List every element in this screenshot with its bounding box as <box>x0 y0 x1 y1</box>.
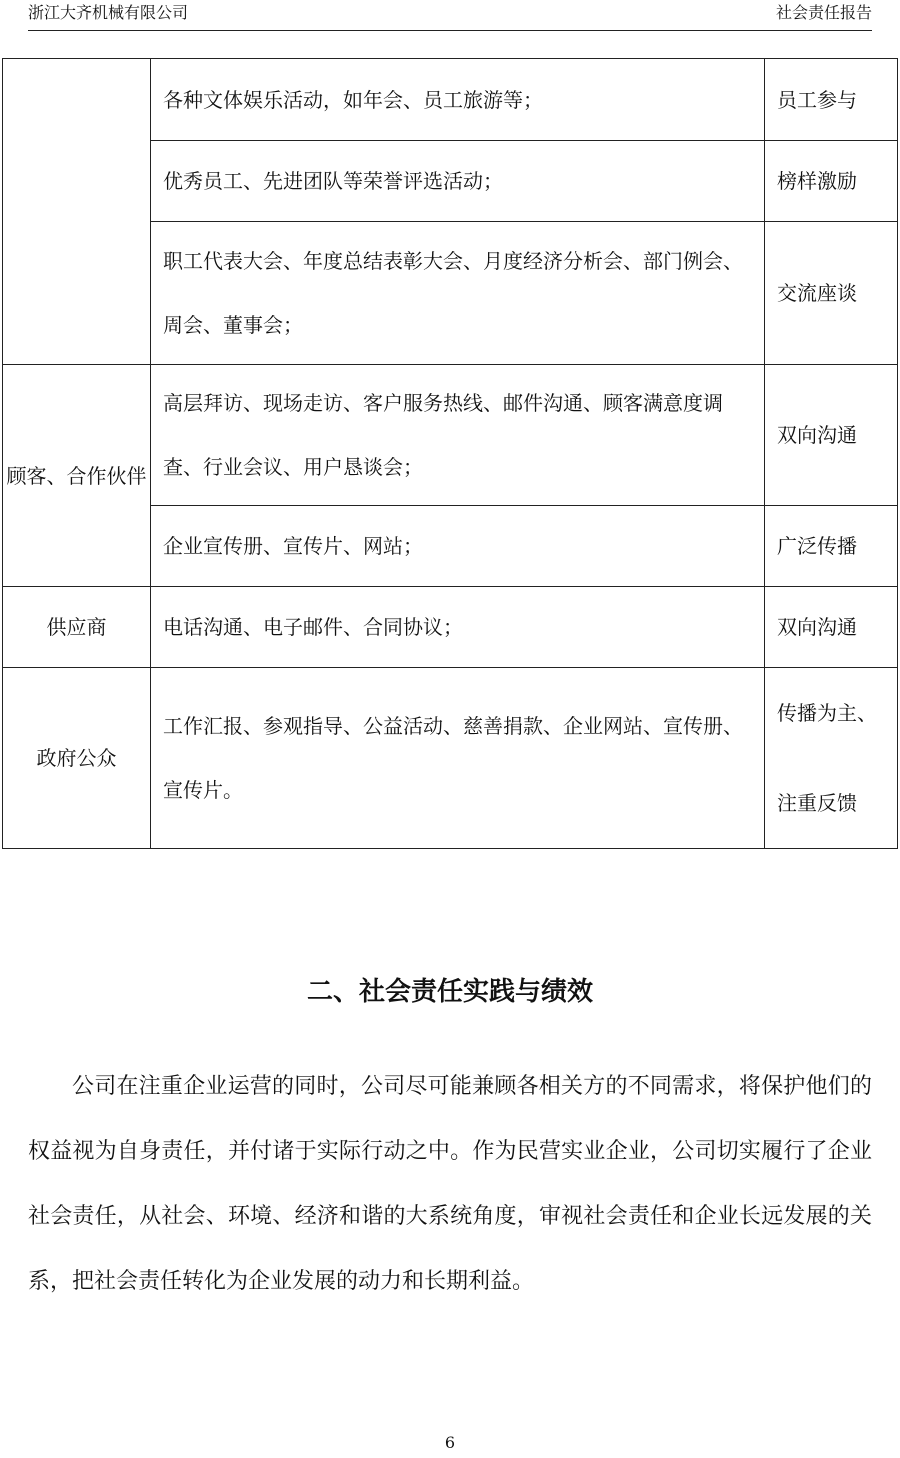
header-report-title: 社会责任报告 <box>775 3 872 22</box>
header-company-name: 浙江大齐机械有限公司 <box>28 3 189 22</box>
table-row <box>3 59 898 141</box>
section-title: 二、社会责任实践与绩效 <box>306 977 593 1007</box>
method-cell: 员工参与 <box>765 59 898 141</box>
method-cell: 传播为主、注重反馈 <box>765 668 898 849</box>
group-cell-suppliers: 供应商 <box>3 587 151 668</box>
table-row <box>3 668 898 849</box>
group-cell-employees <box>3 59 151 365</box>
table-row <box>3 587 898 668</box>
activity-cell: 高层拜访、现场走访、客户服务热线、邮件沟通、顾客满意度调查、行业会议、用户恳谈会； <box>151 365 765 506</box>
activity-cell: 企业宣传册、宣传片、网站； <box>151 506 765 587</box>
table-row <box>3 365 898 506</box>
group-cell-government: 政府公众 <box>3 668 151 849</box>
activity-cell: 电话沟通、电子邮件、合同协议； <box>151 587 765 668</box>
activity-cell: 优秀员工、先进团队等荣誉评选活动； <box>151 141 765 222</box>
method-cell: 交流座谈 <box>765 222 898 365</box>
method-cell: 广泛传播 <box>765 506 898 587</box>
method-cell: 榜样激励 <box>765 141 898 222</box>
activity-cell: 各种文体娱乐活动，如年会、员工旅游等； <box>151 59 765 141</box>
group-cell-customers: 顾客、合作伙伴 <box>3 365 151 587</box>
page-header <box>28 0 872 31</box>
stakeholder-communication-table <box>2 58 898 849</box>
activity-cell: 职工代表大会、年度总结表彰大会、月度经济分析会、部门例会、周会、董事会； <box>151 222 765 365</box>
section-paragraph: 公司在注重企业运营的同时，公司尽可能兼顾各相关方的不同需求，将保护他们的权益视为自身责任，并付诸于实际行动之中。作为民营实业企业，公司切实履行了企业社会责任，从社会、环境、经济和谐的大系统角度，审视社会责任和企业长远发展的关系，把社会责任转化为企业发展的动力和长期利益。 <box>28 1074 872 1294</box>
method-cell: 双向沟通 <box>765 587 898 668</box>
method-cell: 双向沟通 <box>765 365 898 506</box>
page-number: 6 <box>444 1433 456 1452</box>
activity-cell: 工作汇报、参观指导、公益活动、慈善捐款、企业网站、宣传册、宣传片。 <box>151 668 765 849</box>
